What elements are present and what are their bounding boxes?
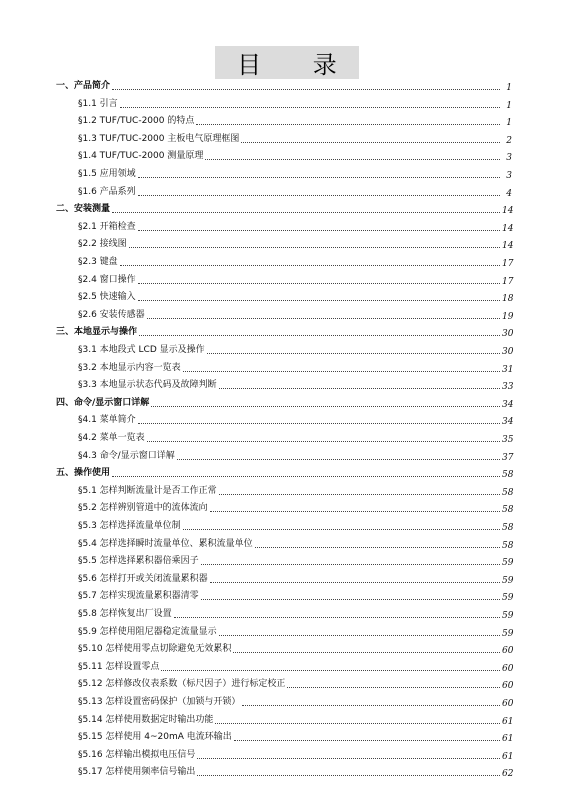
toc-entry-label: 二、安装测量: [56, 204, 111, 215]
toc-entry-label: §5.6 怎样打开或关闭流量累积器: [78, 573, 208, 584]
toc-section-entry[interactable]: [78, 553, 512, 567]
toc-entry-label: §1.3 TUF/TUC-2000 主板电气原理框图: [78, 133, 240, 144]
toc-entry-label: 四、命令/显示窗口详解: [56, 397, 150, 408]
toc-entry-label: 五、操作使用: [56, 468, 111, 479]
dotted-leader: [129, 247, 500, 248]
toc-entry-page-number: 31: [502, 364, 514, 375]
dotted-leader: [112, 212, 500, 213]
toc-entry-page-number: 61: [502, 751, 514, 762]
dotted-leader: [219, 635, 500, 636]
toc-entry-label: §5.8 怎样恢复出厂设置: [78, 609, 172, 619]
toc-entry-page-number: 1: [506, 100, 512, 111]
dotted-leader: [112, 476, 500, 477]
toc-entry-page-number: 19: [502, 311, 514, 322]
toc-section-entry[interactable]: [78, 360, 512, 374]
dotted-leader: [120, 107, 500, 108]
toc-entry-label: §3.2 本地显示内容一览表: [78, 362, 181, 373]
dotted-leader: [210, 511, 500, 512]
toc-entry-page-number: 18: [502, 294, 514, 305]
toc-entry-page-number: 58: [502, 540, 514, 551]
toc-entry-label: §4.2 菜单一览表: [78, 433, 145, 443]
toc-entry-label: §5.17 怎样使用频率信号输出: [78, 767, 196, 778]
toc-entry-page-number: 34: [502, 399, 514, 410]
toc-entry-label: §1.2 TUF/TUC-2000 的特点: [78, 116, 195, 127]
toc-chapter-entry[interactable]: [56, 201, 512, 215]
toc-section-entry[interactable]: [78, 571, 512, 585]
toc-entry-page-number: 30: [502, 347, 514, 357]
toc-entry-page-number: 60: [502, 663, 514, 674]
toc-chapter-entry[interactable]: [56, 78, 512, 92]
toc-entry-label: 三、本地显示与操作: [56, 327, 138, 338]
dotted-leader: [197, 775, 500, 776]
toc-entry-page-number: 58: [502, 523, 514, 533]
toc-section-entry[interactable]: [78, 307, 512, 321]
toc-section-entry[interactable]: [78, 166, 512, 180]
toc-section-entry[interactable]: [78, 272, 512, 286]
dotted-leader: [151, 406, 500, 407]
toc-entry-page-number: 1: [506, 118, 512, 129]
toc-entry-label: §5.11 怎样设置零点: [78, 661, 160, 672]
toc-section-entry[interactable]: [78, 96, 512, 110]
toc-entry-label: 一、产品简介: [56, 81, 111, 91]
toc-entry-label: §3.3 本地显示状态代码及故障判断: [78, 380, 217, 391]
dotted-leader: [177, 459, 500, 460]
toc-section-entry[interactable]: [78, 500, 512, 514]
toc-entry-page-number: 30: [502, 329, 514, 340]
toc-entry-label: §2.4 窗口操作: [78, 274, 136, 285]
toc-entry-label: §5.14 怎样使用数据定时输出功能: [78, 714, 214, 725]
toc-entry-page-number: 59: [502, 558, 514, 569]
toc-entry-page-number: 58: [502, 470, 514, 481]
toc-entry-page-number: 17: [502, 276, 514, 287]
toc-section-entry[interactable]: [78, 412, 512, 426]
toc-entry-label: §2.5 快速输入: [78, 292, 136, 303]
toc-chapter-entry[interactable]: [56, 395, 512, 409]
toc-entry-label: §5.16 怎样输出模拟电压信号: [78, 749, 196, 760]
toc-entry-label: §5.7 怎样实现流量累积器清零: [78, 591, 199, 602]
dotted-leader: [241, 142, 500, 143]
dotted-leader: [215, 723, 500, 724]
toc-entry-label: §1.4 TUF/TUC-2000 测量原理: [78, 151, 204, 162]
toc-entry-label: §2.2 接线图: [78, 239, 127, 250]
dotted-leader: [112, 89, 500, 90]
toc-entry-page-number: 3: [506, 153, 512, 164]
dotted-leader: [161, 670, 500, 671]
toc-section-entry[interactable]: [78, 430, 512, 444]
dotted-leader: [183, 371, 500, 372]
toc-section-entry[interactable]: [78, 131, 512, 145]
toc-entry-page-number: 1: [506, 83, 512, 93]
dotted-leader: [255, 547, 500, 548]
toc-section-entry[interactable]: [78, 606, 512, 620]
dotted-leader: [183, 529, 500, 530]
toc-entry-label: §5.5 怎样选择累积器倍乘因子: [78, 556, 199, 567]
toc-entry-page-number: 14: [502, 241, 514, 252]
toc-entry-page-number: 17: [502, 259, 514, 269]
toc-entry-page-number: 60: [502, 646, 514, 657]
toc-section-entry[interactable]: [78, 624, 512, 638]
toc-entry-page-number: 62: [502, 769, 514, 780]
dotted-leader: [174, 617, 500, 618]
dotted-leader: [138, 423, 500, 424]
toc-section-entry[interactable]: [78, 113, 512, 127]
toc-entry-label: §3.1 本地段式 LCD 显示及操作: [78, 345, 205, 355]
dotted-leader: [207, 353, 500, 354]
toc-entry-page-number: 61: [502, 734, 514, 745]
toc-entry-label: §1.5 应用领域: [78, 169, 136, 179]
toc-entry-page-number: 59: [502, 593, 514, 604]
toc-section-entry[interactable]: [78, 676, 512, 690]
table-of-contents: [0, 78, 573, 778]
dotted-leader: [234, 740, 500, 741]
toc-entry-page-number: 60: [502, 681, 514, 692]
dotted-leader: [201, 599, 500, 600]
toc-section-entry[interactable]: [78, 448, 512, 462]
dotted-leader: [287, 687, 500, 688]
dotted-leader: [138, 283, 500, 284]
dotted-leader: [138, 230, 500, 231]
dotted-leader: [138, 195, 500, 196]
dotted-leader: [219, 494, 500, 495]
toc-entry-label: §5.15 怎样使用 4~20mA 电流环输出: [78, 732, 232, 743]
toc-entry-page-number: 60: [502, 699, 514, 709]
dotted-leader: [147, 441, 500, 442]
toc-entry-label: §1.6 产品系列: [78, 186, 136, 197]
dotted-leader: [233, 652, 500, 653]
toc-title: 目 录: [237, 51, 359, 79]
toc-entry-page-number: 59: [502, 628, 514, 639]
dotted-leader: [120, 265, 500, 266]
dotted-leader: [197, 758, 500, 759]
toc-entry-page-number: 37: [502, 452, 514, 463]
toc-section-entry[interactable]: [78, 641, 512, 655]
toc-section-entry[interactable]: [78, 219, 512, 233]
toc-entry-page-number: 3: [506, 171, 512, 181]
dotted-leader: [196, 124, 500, 125]
dotted-leader: [210, 582, 500, 583]
dotted-leader: [147, 318, 500, 319]
toc-section-entry[interactable]: [78, 659, 512, 673]
toc-entry-label: §5.12 怎样修改仪表系数（标尺因子）进行标定校正: [78, 679, 286, 690]
dotted-leader: [219, 388, 500, 389]
toc-section-entry[interactable]: [78, 536, 512, 550]
toc-entry-label: §2.3 键盘: [78, 257, 118, 267]
toc-chapter-entry[interactable]: [56, 465, 512, 479]
dotted-leader: [138, 300, 500, 301]
toc-entry-page-number: 59: [502, 611, 514, 621]
toc-entry-page-number: 2: [506, 135, 512, 146]
toc-entry-label: §2.6 安装传感器: [78, 309, 145, 320]
toc-section-entry[interactable]: [78, 184, 512, 198]
toc-entry-label: §5.4 怎样选择瞬时流量单位、累积流量单位: [78, 538, 253, 549]
toc-section-entry[interactable]: [78, 377, 512, 391]
toc-section-entry[interactable]: [78, 747, 512, 761]
toc-entry-page-number: 58: [502, 505, 514, 516]
dotted-leader: [139, 335, 500, 336]
toc-section-entry[interactable]: [78, 236, 512, 250]
toc-entry-page-number: 34: [502, 417, 514, 428]
toc-entry-page-number: 4: [506, 188, 512, 199]
toc-section-entry[interactable]: [78, 483, 512, 497]
toc-entry-label: §5.10 怎样使用零点切除避免无效累积: [78, 644, 232, 655]
toc-section-entry[interactable]: [78, 712, 512, 726]
toc-section-entry[interactable]: [78, 342, 512, 356]
toc-title-box: [215, 46, 359, 79]
toc-entry-page-number: 61: [502, 716, 514, 727]
toc-section-entry[interactable]: [78, 764, 512, 778]
toc-section-entry[interactable]: [78, 289, 512, 303]
toc-section-entry[interactable]: [78, 729, 512, 743]
toc-section-entry[interactable]: [78, 254, 512, 268]
toc-entry-page-number: 59: [502, 575, 514, 586]
toc-section-entry[interactable]: [78, 588, 512, 602]
dotted-leader: [242, 705, 500, 706]
toc-entry-label: §5.2 怎样辨别管道中的流体流向: [78, 503, 208, 514]
toc-section-entry[interactable]: [78, 694, 512, 708]
dotted-leader: [201, 564, 500, 565]
toc-entry-page-number: 58: [502, 487, 514, 498]
toc-entry-label: §4.3 命令/显示窗口详解: [78, 450, 175, 461]
toc-entry-label: §2.1 开箱检查: [78, 221, 136, 232]
toc-entry-page-number: 14: [502, 206, 514, 217]
dotted-leader: [205, 159, 500, 160]
toc-entry-page-number: 14: [502, 223, 514, 234]
toc-entry-label: §5.9 怎样使用阻尼器稳定流量显示: [78, 626, 217, 637]
toc-chapter-entry[interactable]: [56, 324, 512, 338]
toc-entry-label: §1.1 引言: [78, 98, 118, 109]
toc-section-entry[interactable]: [78, 518, 512, 532]
toc-entry-label: §5.1 怎样判断流量计是否工作正常: [78, 485, 217, 496]
toc-entry-page-number: 33: [502, 382, 514, 393]
dotted-leader: [138, 177, 500, 178]
toc-entry-label: §4.1 菜单简介: [78, 415, 136, 426]
toc-entry-label: §5.13 怎样设置密码保护（加锁与开锁）: [78, 697, 241, 707]
toc-entry-page-number: 35: [502, 435, 514, 445]
toc-section-entry[interactable]: [78, 148, 512, 162]
toc-entry-label: §5.3 怎样选择流量单位制: [78, 521, 181, 531]
